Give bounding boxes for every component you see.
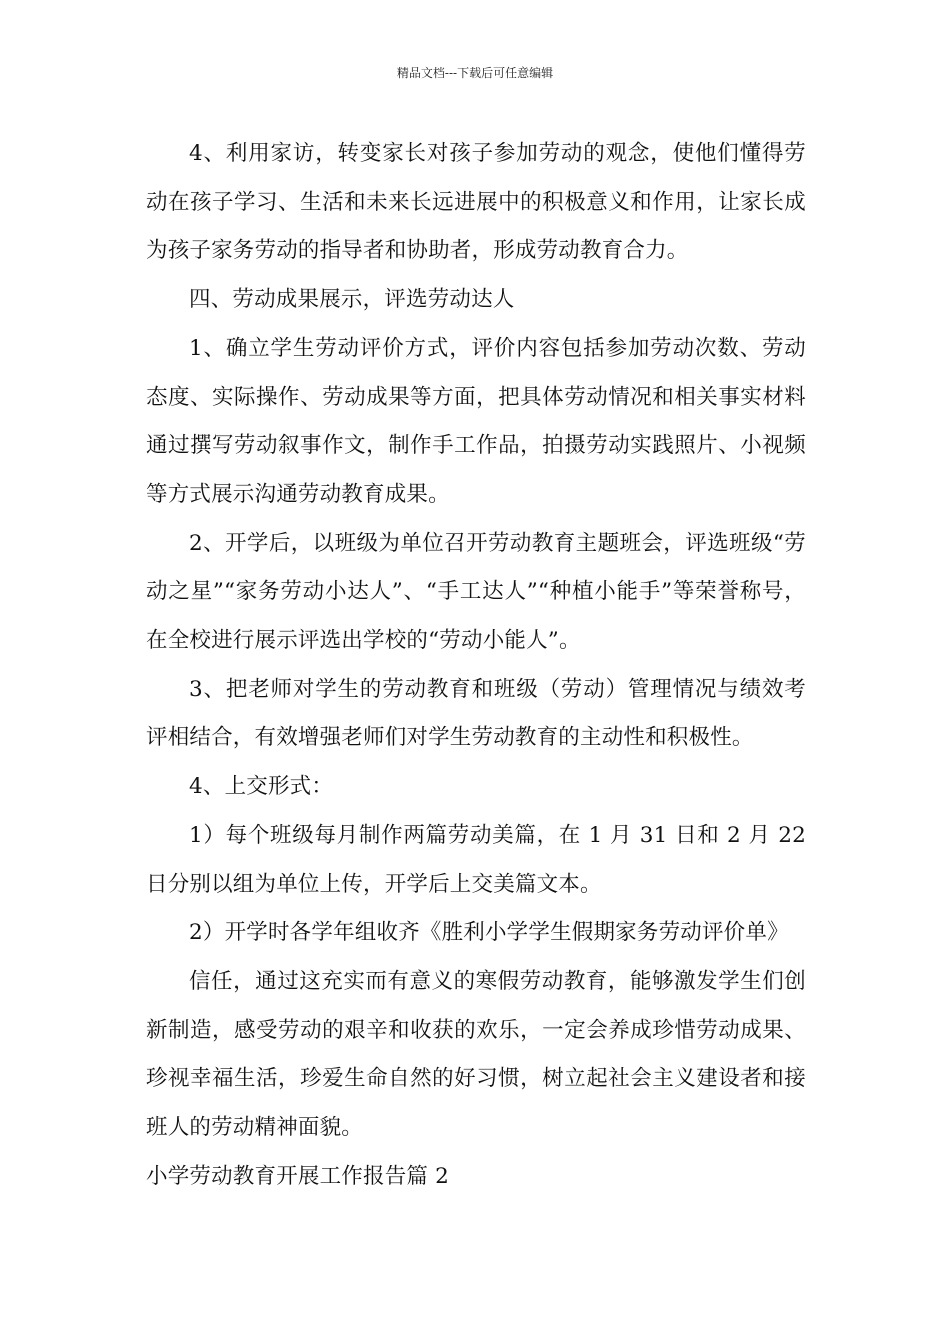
- section-heading-labor-results: 四、劳动成果展示，评选劳动达人: [189, 287, 515, 313]
- paragraph-submission-form: 4、上交形式：: [189, 774, 334, 800]
- page-header: 精品文档---下载后可任意编辑: [396, 66, 554, 80]
- paragraph-teacher-evaluation: 3、把老师对学生的劳动教育和班级（劳动）管理情况与绩效考评相结合，有效增强老师们对学生劳动教育的主动性和积极性。: [146, 676, 806, 751]
- document-body: [146, 130, 806, 1201]
- paragraph-class-meeting: 2、开学后，以班级为单位召开劳动教育主题班会，评选班级“劳动之星”“家务劳动小达人”、“手工达人”“种植小能手”等荣誉称号，在全校进行展示评选出学校的“劳动小能人”。: [146, 530, 806, 654]
- paragraph-evaluation-method: 1、确立学生劳动评价方式，评价内容包括参加劳动次数、劳动态度、实际操作、劳动成果等方面，把具体劳动情况和相关事实材料通过撰写劳动叙事作文，制作手工作品，拍摄劳动实践照片、小视频等方式展示沟通劳动教育成果。: [146, 335, 806, 507]
- paragraph-home-visit: 4、利用家访，转变家长对孩子参加劳动的观念，使他们懂得劳动在孩子学习、生活和未来长远进展中的积极意义和作用，让家长成为孩子家务劳动的指导者和协助者，形成劳动教育合力。: [146, 141, 806, 264]
- paragraph-evaluation-sheet: 2）开学时各学年组收齐《胜利小学学生假期家务劳动评价单》: [189, 920, 789, 946]
- paragraph-monthly-articles: 1）每个班级每月制作两篇劳动美篇，在 1 月 31 日和 2 月 22 日分别以组为单位上传，开学后上交美篇文本。: [146, 822, 806, 897]
- paragraph-conclusion: 信任，通过这充实而有意义的寒假劳动教育，能够激发学生们创新制造，感受劳动的艰辛和收获的欢乐，一定会养成珍惜劳动成果、珍视幸福生活，珍爱生命自然的好习惯，树立起社会主义建设者和接班人的劳动精神面貌。: [146, 968, 806, 1141]
- section-title: 小学劳动教育开展工作报告篇 2: [146, 1163, 450, 1189]
